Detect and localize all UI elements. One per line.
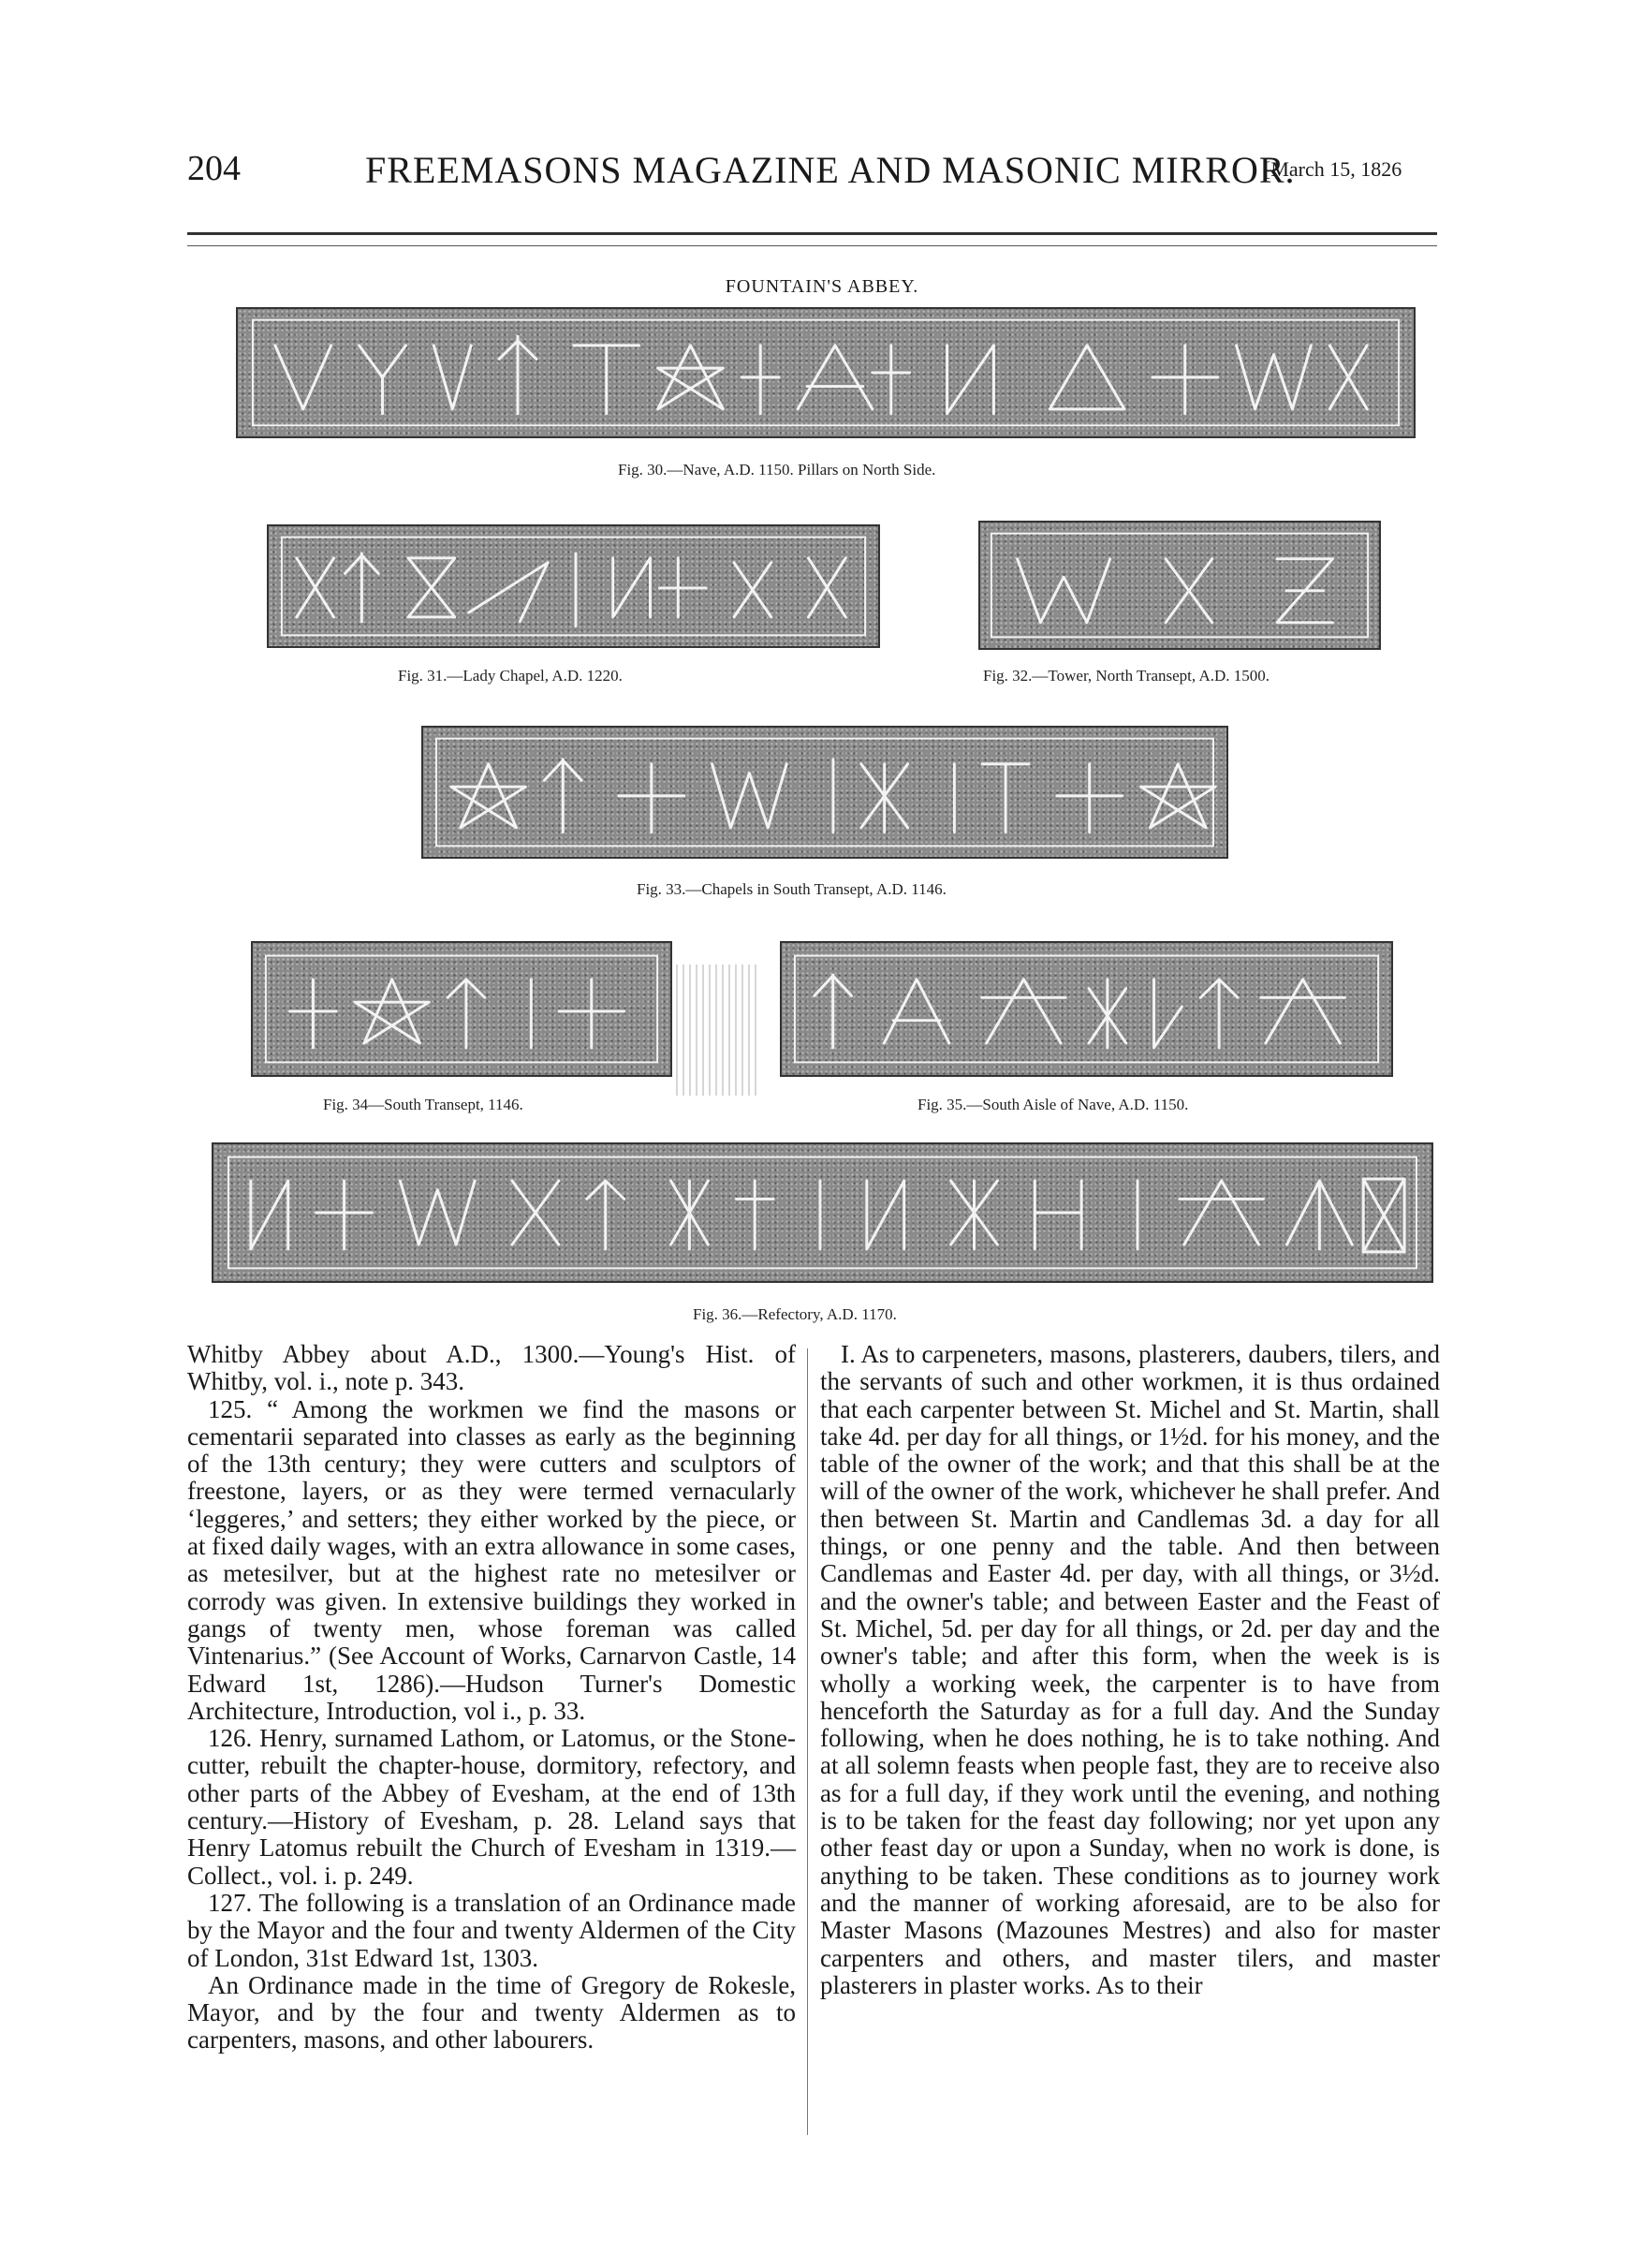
masons-marks-fig33 bbox=[423, 728, 1226, 857]
header-rule bbox=[187, 232, 1437, 235]
figure-31-caption: Fig. 31.—Lady Chapel, A.D. 1220. bbox=[398, 667, 623, 685]
issue-date: [March 15, 1826 bbox=[1264, 157, 1402, 181]
figure-35-marks bbox=[780, 941, 1393, 1077]
left-paragraph-2: 125. “ Among the workmen we find the masons or cementarii separated into classes as early as the beginning of the 13th century; they were cutters and sculptors of freestone, layers, or as they were termed vernacularly ‘leggeres,’ and setters; they either worked by the piece, or at fixed daily wages, with an extra allowance in some cases, as metesilver, but at the highest rate no metesilver or corrody was given. In extensive buildings they worked in gangs of twenty men, whose foreman was called Vintenarius.” (See Account of Works, Carnarvon Castle, 14 Edward 1st, 1286).—Hudson Turner's Domestic Architecture, Introduction, vol i., p. 33. bbox=[187, 1394, 796, 1725]
left-paragraph-4: 127. The following is a translation of an Ordinance made by the Mayor and the four and twenty Aldermen of the City of London, 31st Edward 1st, 1303. bbox=[187, 1888, 796, 1972]
masons-marks-fig31 bbox=[269, 526, 878, 646]
figure-32-caption: Fig. 32.—Tower, North Transept, A.D. 1500. bbox=[983, 667, 1270, 685]
left-paragraph-5: An Ordinance made in the time of Gregory de Rokesle, Mayor, and by the four and twenty Aldermen as to carpenters, masons, and other labourers. bbox=[187, 1970, 796, 2054]
left-column bbox=[187, 1341, 796, 2054]
column-divider bbox=[807, 1348, 808, 2135]
right-column bbox=[820, 1341, 1440, 1999]
figure-34-caption: Fig. 34—South Transept, 1146. bbox=[323, 1096, 523, 1113]
masons-marks-fig36 bbox=[213, 1144, 1431, 1281]
left-paragraph-3: 126. Henry, surnamed Lathom, or Latomus, or the Stone-cutter, rebuilt the chapter-house, dormitory, refectory, and other parts of the Abbey of Evesham, at the end of 13th century.—History of Evesham, p. 28. Leland says that Henry Latomus rebuilt the Church of Evesham in 1319.—Collect., vol. i. p. 249. bbox=[187, 1724, 796, 1890]
figure-30-marks bbox=[236, 307, 1416, 438]
page-header bbox=[187, 148, 1451, 204]
figure-31-marks bbox=[267, 524, 880, 648]
masons-marks-fig30 bbox=[238, 309, 1414, 436]
figure-33-caption: Fig. 33.—Chapels in South Transept, A.D. 1146. bbox=[637, 880, 947, 898]
page-number: 204 bbox=[187, 149, 241, 188]
right-paragraph-1: I. As to carpeneters, masons, plasterers, daubers, tilers, and the servants of such and other workmen, it is thus ordained that each carpenter between St. Michel and St. Martin, shall take 4d. per day for all things, or 1½d. for his money, and the table of the owner of the work; and that this shall be at the will of the owner of the work, whichever he shall prefer. And then between St. Martin and Candlemas 3d. a day for all things, or one penny and the table. And then between Candlemas and Easter 4d. per day, with all things, or 3½d. and the owner's table; and between Easter and the Feast of St. Michel, 5d. per day for all things, or 2d. per day and the owner's table; and after this form, when the week is is wholly a working week, the carpenter is to have from henceforth the Saturday as for a full day. And the Sunday following, when he does nothing, he is to take nothing. And at all solemn feasts when people fast, they are to receive also as for a full day, if they work until the evening, and nothing is to be taken for the feast day following; nor yet upon any other feast day or upon a Sunday, when no work is done, is anything to be taken. These conditions as to journey work and the manner of working aforesaid, are to be also for Master Masons (Mazounes Mestres) and also for master carpenters and others, and master tilers, and master plasterers in plaster works. As to their bbox=[820, 1340, 1440, 1999]
figure-36-caption: Fig. 36.—Refectory, A.D. 1170. bbox=[693, 1305, 897, 1323]
figure-34-marks bbox=[251, 941, 672, 1077]
masons-marks-fig32 bbox=[980, 523, 1379, 648]
journal-title: FREEMASONS MAGAZINE AND MASONIC MIRROR. bbox=[365, 149, 1296, 191]
section-title: FOUNTAIN'S ABBEY. bbox=[725, 276, 919, 297]
left-paragraph-1: Whitby Abbey about A.D., 1300.—Young's Hist. of Whitby, vol. i., note p. 343. bbox=[187, 1340, 796, 1396]
figure-30-caption: Fig. 30.—Nave, A.D. 1150. Pillars on North Side. bbox=[618, 461, 936, 479]
figure-35-caption: Fig. 35.—South Aisle of Nave, A.D. 1150. bbox=[917, 1096, 1189, 1113]
header-rule-thin bbox=[187, 245, 1437, 246]
masons-marks-fig34 bbox=[253, 943, 670, 1075]
figure-36-marks bbox=[212, 1142, 1433, 1283]
torn-fragment-graphic bbox=[676, 965, 760, 1096]
figure-33-marks bbox=[421, 726, 1228, 859]
masons-marks-fig35 bbox=[782, 943, 1391, 1075]
figure-32-marks bbox=[978, 521, 1381, 650]
